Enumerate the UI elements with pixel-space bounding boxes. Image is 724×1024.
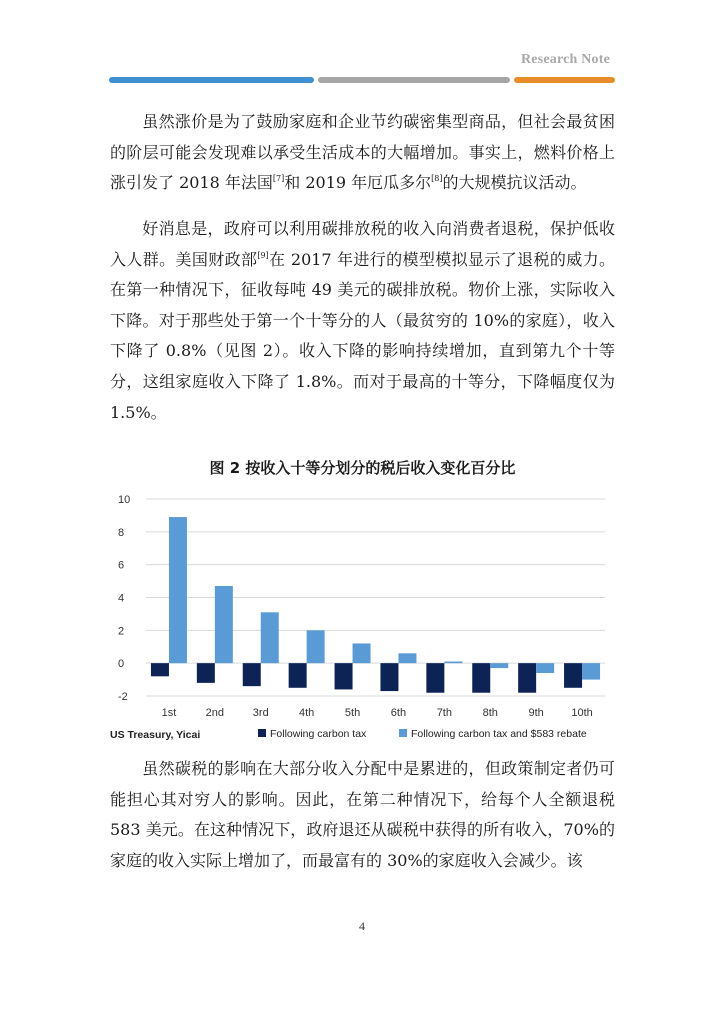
- x-tick-label: 1st: [161, 707, 177, 719]
- header-bar-grey: [318, 77, 510, 83]
- paragraph-1-text-1: 虽然涨价是为了鼓励家庭和企业节约碳密集型商品，但社会最贫困的阶层可能会发现难以承受生活成本的大幅增加。事实上，燃料价格上涨引发了 2018 年法国: [110, 112, 615, 193]
- paragraph-3: [110, 754, 615, 876]
- x-tick-label: 4th: [299, 707, 315, 719]
- legend-swatch-carbon-tax-rebate: [399, 729, 407, 737]
- paragraph-2-text-2: 在 2017 年进行的模型模拟显示了退税的威力。在第一种情况下，征收每吨 49 美元的碳排放税。物价上涨，实际收入下降。对于那些处于第一个十等分的人（最贫穷的 10%的家庭），收入下降了 0.8%（见图 2）。收入下降的影响持续增加，直到第九个十等分，这组家庭收入下降了 1.8%。而对于最高的十等分，下降幅度仅为 1.5%。: [110, 249, 615, 422]
- bar-carbon-tax-8th: [472, 663, 490, 693]
- y-tick-label: 0: [118, 658, 125, 671]
- bar-carbon-tax-rebate-4th: [307, 630, 325, 663]
- x-tick-label: 3rd: [252, 707, 269, 719]
- legend-label-carbon-tax: Following carbon tax: [270, 728, 367, 740]
- bar-carbon-tax-7th: [426, 663, 444, 693]
- paragraph-1: [110, 107, 615, 199]
- citation-7: [7]: [272, 174, 285, 184]
- bar-carbon-tax-2nd: [197, 663, 215, 683]
- legend-swatch-carbon-tax: [258, 729, 266, 737]
- page-number: 4: [359, 919, 365, 933]
- y-tick-label: 4: [118, 592, 125, 605]
- bar-carbon-tax-rebate-6th: [398, 653, 416, 663]
- header-bar-orange: [514, 77, 615, 83]
- x-tick-label: 5th: [344, 707, 361, 719]
- bar-carbon-tax-3rd: [243, 663, 261, 686]
- bar-carbon-tax-6th: [380, 663, 398, 691]
- x-tick-label: 2nd: [205, 707, 225, 719]
- bar-carbon-tax-1st: [151, 663, 169, 676]
- figure-title: 图 2 按收入十等分划分的税后收入变化百分比: [209, 459, 516, 477]
- x-tick-label: 6th: [390, 707, 407, 719]
- bar-carbon-tax-rebate-1st: [169, 517, 187, 663]
- chart-source: US Treasury, Yicai: [110, 729, 201, 741]
- bar-carbon-tax-10th: [564, 663, 582, 688]
- paragraph-3-text: 虽然碳税的影响在大部分收入分配中是累进的，但政策制定者仍可能担心其对穷人的影响。因此，在第二种情况下，给每个人全额退税 583 美元。在这种情况下，政府退还从碳税中获得的所有收入，70%的家庭的收入实际上增加了，而最富有的 30%的家庭收入会减少。该: [110, 759, 615, 870]
- legend-label-carbon-tax-rebate: Following carbon tax and $583 rebate: [411, 728, 587, 740]
- citation-9: [9]: [257, 250, 269, 260]
- header-bar-blue: [109, 77, 314, 83]
- bar-carbon-tax-5th: [335, 663, 353, 689]
- bar-carbon-tax-rebate-10th: [582, 663, 600, 679]
- bar-carbon-tax-9th: [518, 663, 536, 693]
- x-tick-label: 7th: [436, 707, 452, 719]
- y-tick-label: 10: [118, 494, 131, 506]
- bar-carbon-tax-4th: [289, 663, 307, 688]
- y-tick-label: 6: [118, 559, 125, 572]
- income-change-chart: [110, 484, 615, 749]
- bar-carbon-tax-rebate-5th: [353, 643, 371, 663]
- y-tick-label: 2: [118, 625, 125, 638]
- research-note-label: Research Note: [520, 52, 610, 67]
- bar-carbon-tax-rebate-3rd: [261, 612, 279, 663]
- y-tick-label: 8: [118, 526, 125, 539]
- x-tick-label: 9th: [528, 707, 544, 719]
- bar-carbon-tax-rebate-2nd: [215, 586, 233, 663]
- paragraph-2-text-1: 好消息是，政府可以利用碳排放税的收入向消费者退税，保护低收入人群。美国财政部: [110, 219, 615, 269]
- y-tick-label: -2: [118, 691, 128, 703]
- x-tick-label: 10th: [571, 707, 593, 719]
- paragraph-1-text-2: 和 2019 年厄瓜多尔: [284, 173, 432, 193]
- paragraph-1-text-3: 的大规模抗议活动。: [442, 173, 587, 193]
- bar-carbon-tax-rebate-9th: [536, 663, 554, 673]
- paragraph-2: [110, 214, 615, 428]
- citation-8: [8]: [431, 174, 443, 184]
- bar-carbon-tax-rebate-8th: [490, 663, 508, 668]
- x-tick-label: 8th: [482, 707, 498, 719]
- bar-carbon-tax-rebate-7th: [444, 662, 462, 664]
